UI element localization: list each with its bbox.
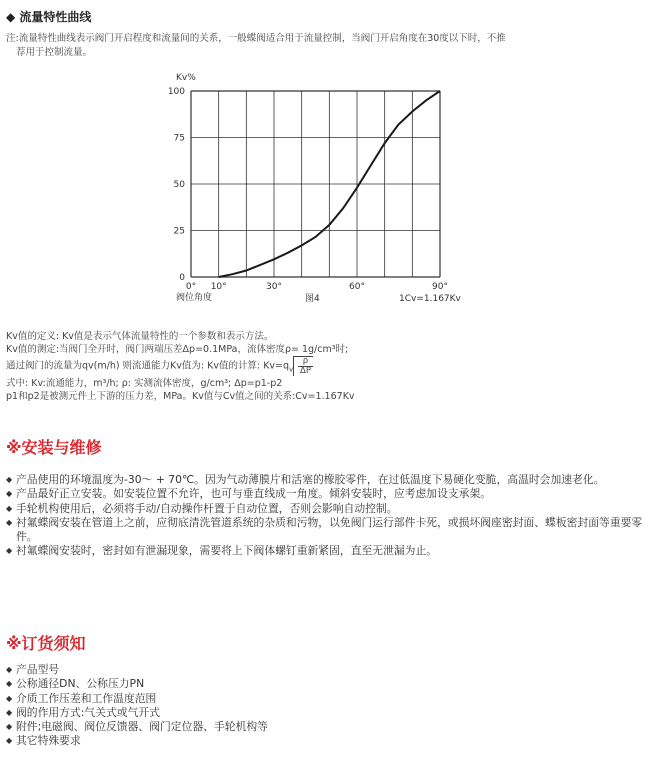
kv-formula-subscript: v — [289, 365, 293, 374]
y-tick-labels — [168, 87, 185, 283]
kv-line-2: Kv值的测定:当阀门全开时，阀门两端压差Δp=0.1MPa，流体密度ρ= 1g/cm³时; — [6, 344, 349, 356]
diamond-bullet-icon: ◆ — [6, 707, 13, 717]
x-axis-label: 阀位角度 — [176, 293, 213, 303]
list-item — [6, 677, 646, 691]
kv-line-3 — [6, 356, 646, 377]
diamond-bullet-icon: ◆ — [6, 665, 13, 674]
list-item-text: 其它特殊要求 — [16, 734, 81, 748]
list-item — [6, 734, 646, 748]
x-tick-label: 0° — [185, 282, 197, 292]
list-item — [6, 473, 652, 487]
sqrt-symbol — [293, 356, 313, 376]
list-item-text: 手轮机构使用后，必须将手动/自动操作杆置于自动位置，否则会影响自动控制。 — [16, 501, 398, 515]
diamond-bullet-icon: ◆ — [6, 10, 16, 24]
x-tick-label: 10° — [210, 282, 227, 292]
diamond-bullet-icon: ◆ — [6, 722, 13, 732]
y-axis-label: Kv% — [176, 73, 196, 83]
figure-caption: 图4 — [305, 294, 320, 304]
kv-fraction-numerator: ρ — [298, 357, 313, 367]
kv-line-1: Kv值的定义: Kv值是表示气体流量特性的一个参数和表示方法。 — [6, 331, 274, 342]
y-tick-label: 0 — [179, 273, 185, 283]
list-item-text: 产品型号 — [16, 663, 60, 676]
cv-kv-note: 1Cv=1.167Kv — [399, 294, 461, 304]
list-item — [6, 502, 652, 516]
kv-line-4: 式中: Kv:流通能力，m³/h; ρ: 实测流体密度，g/cm³; Δp=p1-p2 — [6, 378, 283, 389]
diamond-bullet-icon: ◆ — [6, 517, 13, 527]
diamond-bullet-icon: ◆ — [6, 736, 13, 746]
list-item-text: 附件;电磁阀、阀位反馈器、阀门定位器、手轮机构等 — [16, 720, 268, 734]
diamond-bullet-icon: ◆ — [6, 679, 13, 689]
chart-grid — [191, 91, 440, 277]
kv-line-5: p1和p2是被测元件上下游的压力差，MPa。Kv值与Cv值之间的关系:Cv=1.167Kv — [6, 391, 355, 403]
x-tick-label: 60° — [349, 282, 365, 292]
y-tick-label: 50 — [173, 180, 185, 190]
list-item-text: 产品最好正立安装。如安装位置不允许，也可与垂直线成一角度。倾斜安装时，应考虑加设支承架。 — [16, 487, 492, 501]
list-item-text: 公称通径DN、公称压力PN — [16, 677, 145, 691]
list-item — [6, 706, 646, 720]
order-list — [6, 663, 646, 749]
x-tick-label: 30° — [266, 282, 282, 292]
list-item-text: 衬氟蝶阀安装时，密封如有泄漏现象，需要将上下阀体螺钉重新紧固，直至无泄漏为止。 — [16, 544, 438, 558]
flow-heading-text: 流量特性曲线 — [19, 10, 92, 24]
diamond-bullet-icon: ◆ — [6, 693, 13, 703]
diamond-bullet-icon: ◆ — [6, 475, 13, 484]
list-item — [6, 487, 652, 501]
intro-line-1: 注:流量特性曲线表示阀门开启程度和流量间的关系，一般蝶阀适合用于流量控制，当阀门开启角度在30度以下时，不推 — [6, 33, 506, 44]
install-list — [6, 473, 652, 559]
diamond-bullet-icon: ◆ — [6, 489, 13, 499]
diamond-bullet-icon: ◆ — [6, 546, 13, 556]
kv-definition-block — [6, 330, 646, 403]
x-tick-labels — [186, 282, 448, 292]
y-tick-label: 75 — [173, 133, 185, 144]
list-item-text: 产品使用的环境温度为-30～ + 70℃。因为气动薄膜片和活塞的橡胶零件，在过低温度下易硬化变脆，高温时会加速老化。 — [16, 473, 605, 486]
list-item-text: 衬氟蝶阀安装在管道上之前，应彻底清洗管道系统的杂质和污物，以免阀门运行部件卡死，或损坏阀座密封面、蝶板密封面等重要零件。 — [16, 515, 643, 544]
list-item — [6, 516, 652, 545]
flow-characteristic-chart — [0, 68, 657, 308]
y-tick-label: 100 — [167, 87, 185, 97]
install-maintenance-heading: ※安装与维修 — [6, 438, 102, 457]
intro-line-2: 荐用于控制流量。 — [16, 47, 93, 58]
flow-intro-note — [6, 32, 646, 60]
list-item — [6, 663, 646, 677]
list-item-text: 介质工作压差和工作温度范围 — [16, 691, 157, 705]
list-item-text: 阀的作用方式:气关式或气开式 — [16, 705, 160, 719]
diamond-bullet-icon: ◆ — [6, 503, 13, 513]
y-tick-label: 25 — [173, 226, 185, 237]
list-item — [6, 692, 646, 706]
kv-fraction — [298, 357, 313, 376]
x-tick-label: 90° — [432, 282, 448, 292]
flow-characteristic-heading — [6, 8, 91, 25]
kv-formula-text: 通过阀门的流量为qv(m/h) 则流通能力Kv值为: Kv值的计算: Kv=q — [6, 360, 290, 372]
ordering-notes-heading: ※订货须知 — [6, 634, 86, 653]
list-item — [6, 544, 652, 558]
kv-fraction-denominator: ΔP — [300, 366, 311, 377]
list-item — [6, 720, 646, 734]
